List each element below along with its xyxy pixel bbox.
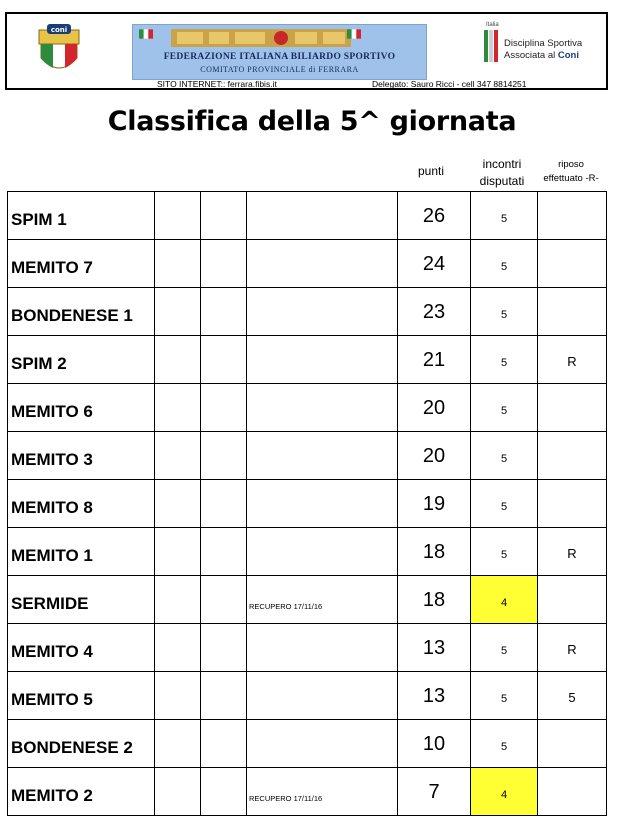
rest-cell <box>538 576 607 624</box>
empty-cell <box>155 192 201 240</box>
coni-brand: Coni <box>557 50 579 61</box>
empty-cell <box>201 528 247 576</box>
recovery-note <box>247 384 398 432</box>
team-name: BONDENESE 2 <box>8 720 155 768</box>
table-row <box>8 672 607 720</box>
played-cell: 5 <box>471 480 538 528</box>
delegate-text: Delegato: Sauro Ricci - cell 347 8814251 <box>372 79 527 89</box>
table-row <box>8 240 607 288</box>
empty-cell <box>201 432 247 480</box>
team-name: BONDENESE 1 <box>8 288 155 336</box>
team-name: SERMIDE <box>8 576 155 624</box>
empty-cell <box>155 432 201 480</box>
empty-cell <box>155 672 201 720</box>
rest-cell: 5 <box>538 672 607 720</box>
recovery-note <box>247 240 398 288</box>
rest-cell <box>538 192 607 240</box>
recovery-note <box>247 192 398 240</box>
played-cell: 5 <box>471 432 538 480</box>
rest-cell <box>538 480 607 528</box>
team-name: MEMITO 8 <box>8 480 155 528</box>
empty-cell <box>201 240 247 288</box>
rest-cell: R <box>538 336 607 384</box>
coni-shield-icon <box>37 24 81 78</box>
played-cell: 5 <box>471 384 538 432</box>
points-cell: 21 <box>398 336 471 384</box>
played-cell: 5 <box>471 192 538 240</box>
empty-cell <box>201 192 247 240</box>
played-cell: 5 <box>471 288 538 336</box>
played-cell: 5 <box>471 624 538 672</box>
empty-cell <box>201 288 247 336</box>
team-name: MEMITO 5 <box>8 672 155 720</box>
header-points: punti <box>417 164 445 178</box>
points-cell: 18 <box>398 528 471 576</box>
fibis-logo-icon <box>171 27 351 49</box>
points-cell: 26 <box>398 192 471 240</box>
points-cell: 24 <box>398 240 471 288</box>
table-row <box>8 480 607 528</box>
empty-cell <box>155 768 201 816</box>
empty-cell <box>201 576 247 624</box>
played-cell: 5 <box>471 240 538 288</box>
recovery-note <box>247 432 398 480</box>
table-row <box>8 432 607 480</box>
points-cell: 13 <box>398 624 471 672</box>
played-cell: 5 <box>471 336 538 384</box>
points-cell: 19 <box>398 480 471 528</box>
played-cell: 5 <box>471 528 538 576</box>
points-cell: 10 <box>398 720 471 768</box>
empty-cell <box>155 624 201 672</box>
letterhead <box>5 12 608 90</box>
team-name: MEMITO 7 <box>8 240 155 288</box>
header-played-line-2: disputati <box>479 174 525 188</box>
coni-line-1: Disciplina Sportiva <box>504 38 583 49</box>
empty-cell <box>155 720 201 768</box>
empty-cell <box>155 288 201 336</box>
empty-cell <box>155 528 201 576</box>
italy-flag-icon <box>347 29 361 39</box>
coni-association-logo <box>482 22 592 70</box>
website-text: SITO INTERNET:: ferrara.fibis.it <box>157 79 277 89</box>
empty-cell <box>201 480 247 528</box>
page-title: Classifica della 5^ giornata <box>107 106 517 137</box>
played-cell: 4 <box>471 768 538 816</box>
empty-cell <box>201 768 247 816</box>
table-row <box>8 624 607 672</box>
rest-cell <box>538 288 607 336</box>
coni-line-2-prefix: Associata al <box>504 50 558 61</box>
empty-cell <box>201 672 247 720</box>
points-cell: 13 <box>398 672 471 720</box>
empty-cell <box>201 336 247 384</box>
table-row <box>8 192 607 240</box>
table-row <box>8 720 607 768</box>
rest-cell: R <box>538 528 607 576</box>
points-cell: 18 <box>398 576 471 624</box>
empty-cell <box>155 336 201 384</box>
recovery-note: RECUPERO 17/11/16 <box>247 576 398 624</box>
team-name: MEMITO 2 <box>8 768 155 816</box>
recovery-note <box>247 624 398 672</box>
recovery-note <box>247 720 398 768</box>
header-played <box>468 156 536 190</box>
empty-cell <box>155 240 201 288</box>
italy-flag-icon <box>139 29 153 39</box>
empty-cell <box>155 576 201 624</box>
points-cell: 20 <box>398 432 471 480</box>
header-rest <box>536 158 606 186</box>
rest-cell <box>538 384 607 432</box>
empty-cell <box>201 624 247 672</box>
federation-name: FEDERAZIONE ITALIANA BILIARDO SPORTIVO <box>163 52 396 62</box>
team-name: MEMITO 4 <box>8 624 155 672</box>
points-cell: 7 <box>398 768 471 816</box>
table-row <box>8 576 607 624</box>
points-cell: 23 <box>398 288 471 336</box>
table-row <box>8 384 607 432</box>
fibis-banner <box>132 24 427 80</box>
header-rest-line-2: effettuato -R- <box>543 173 599 184</box>
recovery-note <box>247 672 398 720</box>
recovery-note <box>247 288 398 336</box>
team-name: MEMITO 3 <box>8 432 155 480</box>
standings-table <box>7 191 607 816</box>
played-cell: 4 <box>471 576 538 624</box>
table-row <box>8 336 607 384</box>
recovery-note <box>247 528 398 576</box>
rest-cell <box>538 432 607 480</box>
header-rest-line-1: riposo <box>558 159 584 170</box>
coni-tricolor-icon <box>482 26 500 66</box>
empty-cell <box>201 384 247 432</box>
team-name: SPIM 2 <box>8 336 155 384</box>
team-name: MEMITO 6 <box>8 384 155 432</box>
played-cell: 5 <box>471 672 538 720</box>
table-row <box>8 288 607 336</box>
table-row <box>8 528 607 576</box>
empty-cell <box>155 480 201 528</box>
recovery-note: RECUPERO 17/11/16 <box>247 768 398 816</box>
played-cell: 5 <box>471 720 538 768</box>
empty-cell <box>201 720 247 768</box>
coni-logo-text: coni <box>50 26 68 34</box>
header-played-line-1: incontri <box>482 157 522 171</box>
rest-cell <box>538 240 607 288</box>
recovery-note <box>247 480 398 528</box>
points-cell: 20 <box>398 384 471 432</box>
table-row <box>8 768 607 816</box>
rest-cell: R <box>538 624 607 672</box>
recovery-note <box>247 336 398 384</box>
empty-cell <box>155 384 201 432</box>
coni-italia-label: Italia <box>486 22 499 28</box>
rest-cell <box>538 720 607 768</box>
team-name: MEMITO 1 <box>8 528 155 576</box>
coni-line-2 <box>504 50 579 61</box>
rest-cell <box>538 768 607 816</box>
team-name: SPIM 1 <box>8 192 155 240</box>
committee-name: COMITATO PROVINCIALE di FERRARA <box>200 65 359 74</box>
